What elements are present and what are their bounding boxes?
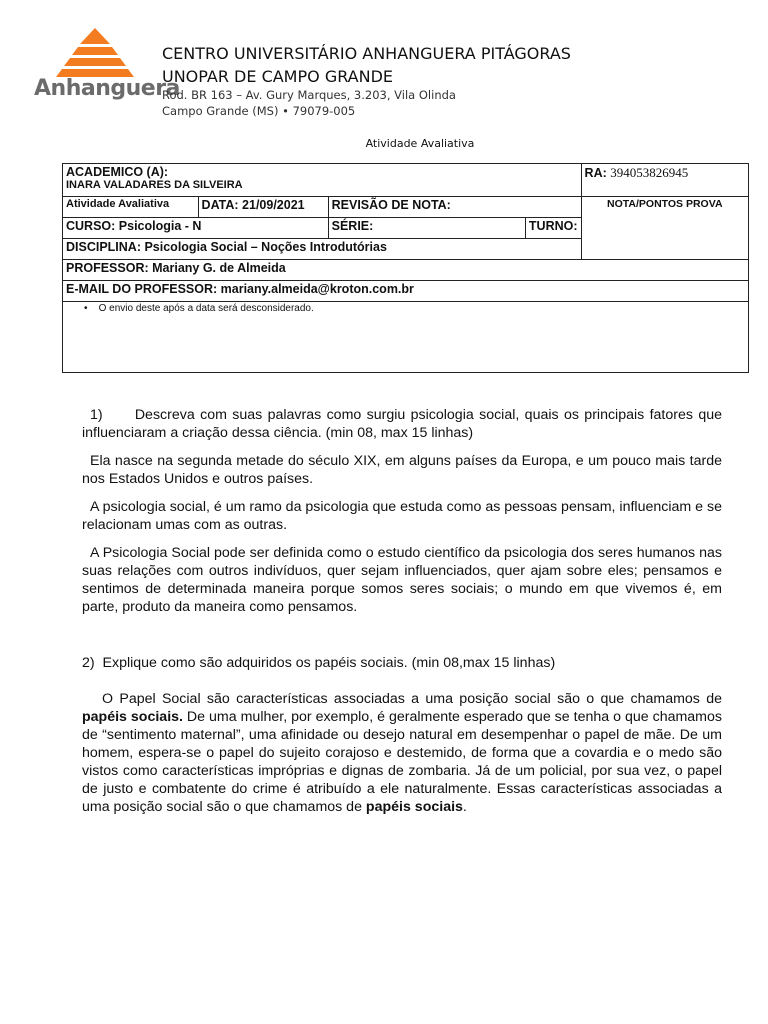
curso-cell: CURSO: Psicologia - N	[63, 218, 329, 239]
question-2-number: 2)	[82, 655, 95, 671]
address-line-1: Rod. BR 163 – Av. Gury Marques, 3.203, Vila Olinda	[162, 88, 456, 102]
serie-cell: SÉRIE:	[328, 218, 525, 239]
turno-cell: TURNO:	[525, 218, 581, 239]
email-cell: E-MAIL DO PROFESSOR: mariany.almeida@kroton.com.br	[63, 281, 749, 302]
bold-term-1: papéis sociais.	[82, 709, 183, 725]
question-2	[82, 654, 722, 672]
question-2-text: Explique como são adquiridos os papéis sociais. (min 08,max 15 linhas)	[102, 655, 556, 671]
address-line-2: Campo Grande (MS) • 79079-005	[162, 104, 356, 118]
ra-cell	[581, 164, 748, 197]
ra-label: RA:	[584, 166, 607, 180]
question-1-text: Descreva com suas palavras como surgiu psicologia social, quais os principais fatores que influenciaram a criação dessa ciência. (min 08, max 15 linhas)	[82, 407, 723, 441]
atividade-cell: Atividade Avaliativa	[63, 197, 199, 218]
nota-cell: NOTA/PONTOS PROVA	[581, 197, 748, 260]
logo-wordmark: Anhanguera	[34, 76, 180, 101]
answer-1-paragraph-2: A psicologia social, é um ramo da psicologia que estuda como as pessoas pensam, influenciam e se relacionam umas com as outras.	[82, 499, 722, 533]
note-cell	[63, 302, 749, 373]
bold-term-2: papéis sociais	[365, 799, 463, 815]
answer-1-paragraph-1: Ela nasce na segunda metade do século XIX, em alguns países da Europa, e um pouco mais tarde nos Estados Unidos e outros países.	[82, 453, 722, 487]
disciplina-cell: DISCIPLINA: Psicologia Social – Noções Introdutórias	[63, 239, 582, 260]
question-1	[82, 406, 722, 442]
answer-1-paragraph-3: A Psicologia Social pode ser definida como o estudo científico da psicologia dos seres humanos nas suas relações com outros indivíduos, quer sejam influenciados, quer ajam sobre eles; pensamos e sentimos de determinada maneira porque somos seres sociais; o mundo em que vivemos é, em parte, produto da maneira como pensamos.	[82, 545, 722, 615]
ra-value: 394053826945	[610, 165, 689, 180]
professor-cell: PROFESSOR: Mariany G. de Almeida	[63, 260, 749, 281]
student-info-table	[62, 163, 749, 373]
institution-name: CENTRO UNIVERSITÁRIO ANHANGUERA PITÁGORAS	[162, 44, 571, 63]
document-type: Atividade Avaliativa	[365, 137, 475, 150]
note-text: • O envio deste após a data será desconsiderado.	[84, 303, 314, 314]
answer-2: O Papel Social são características associadas a uma posição social são o que chamamos de papéis sociais. De uma mulher, por exemplo, é geralmente esperado que se tenha o que chamamos de “sentimento maternal”, uma afinidade ou desejo natural em desempenhar o papel de mãe. De um homem, espera-se o papel do sujeito corajoso e destemido, de forma que a covardia e o medo são vistos como características impróprias e dignas de zombaria. Já de um policial, por sua vez, o papel de justo e combatente do crime é atribuído a ele naturalmente. Essas características associadas a uma posição social são o que chamamos de papéis sociais.	[82, 691, 722, 815]
academico-cell	[63, 164, 582, 197]
revisao-cell: REVISÃO DE NOTA:	[328, 197, 581, 218]
academico-value: INARA VALADARES DA SILVEIRA	[66, 179, 243, 191]
data-cell: DATA: 21/09/2021	[198, 197, 328, 218]
question-1-number: 1)	[90, 407, 103, 423]
campus-name: UNOPAR DE CAMPO GRANDE	[162, 67, 394, 86]
academico-label: ACADEMICO (A):	[66, 165, 169, 179]
